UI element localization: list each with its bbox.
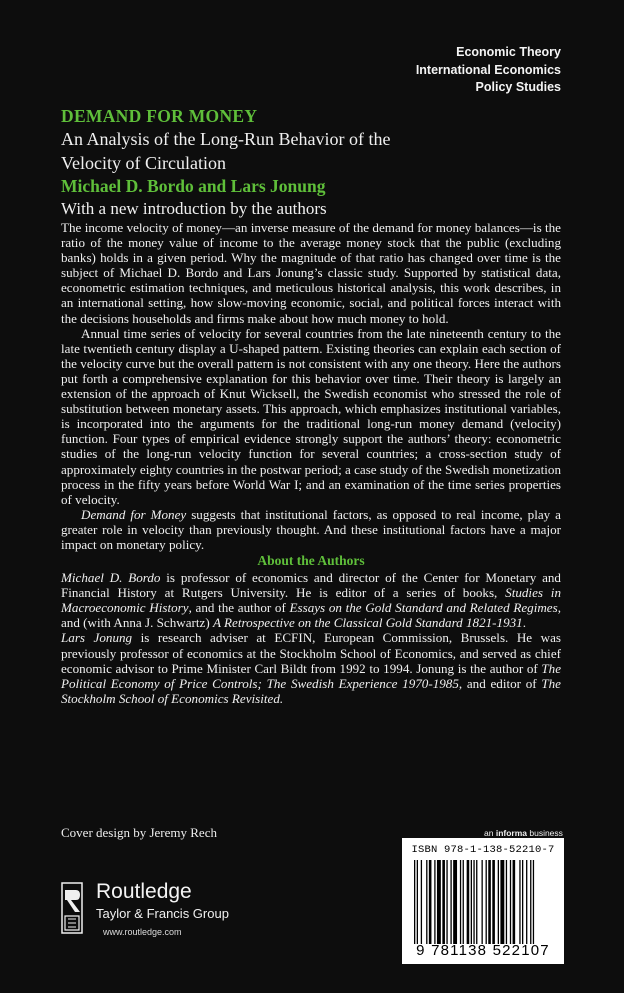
description-paragraph-2: Annual time series of velocity for several countries from the late nineteenth century to the late twentieth century display a U-shaped pattern. Existing theories can explain each section of the velocity curve but the overall pattern is not consistent with any one theory. Here the authors put forth a comprehensive explanation for this behavior over time. Their theory is largely an extension of the approach of Knut Wicksell, the Swedish economist who stressed the role of substitution between monetary assets. This approach, which emphasizes institutional variables, is incorporated into the arguments for the traditional long-run money demand (velocity) function. Four types of empirical evidence strongly support the authors’ theory: econometric studies of the long-run velocity function for several countries; a cross-section study of approximately eighty countries in the postwar period; a case study of the Swedish monetization process in the fifty years before World War I; and an examination of the time series properties of velocity. [61, 325, 561, 507]
barcode-bar [482, 860, 483, 944]
description-paragraph-3 [61, 507, 561, 552]
subject-categories [416, 44, 561, 97]
barcode-bar [519, 860, 520, 944]
barcode-bar [488, 860, 491, 944]
barcode-bars [414, 860, 560, 944]
informa-name: informa [495, 828, 527, 838]
isbn-digits: 9 781138 522107 [416, 942, 550, 959]
bio-jonung-book-1: The Political Economy of Price Controls; The Swedish Experience 1970-1985 [61, 660, 561, 691]
description-paragraph-3-text: suggests that institutional factors, as opposed to real income, play a greater role in velocity than previously thought. And these institutional factors have a major impact on monetary policy. [61, 506, 561, 552]
bio-jonung-book-2: The Stockholm School of Economics Revisited. [61, 675, 561, 706]
routledge-logo-icon [61, 882, 83, 934]
barcode-bar [442, 860, 445, 944]
barcode-bar [522, 860, 523, 944]
back-cover-text [61, 105, 561, 706]
barcode-bar [513, 860, 516, 944]
barcode-bar [437, 860, 441, 944]
barcode-bar [434, 860, 435, 944]
barcode-bar [473, 860, 474, 944]
subject-policy-studies: Policy Studies [475, 80, 561, 94]
book-authors: Michael D. Bordo and Lars Jonung [61, 176, 326, 196]
bio-bordo-book-2: A Retrospective on the Classical Gold Standard 1821-1931 [213, 615, 523, 631]
barcode-bar [421, 860, 422, 944]
barcode-bar [417, 860, 418, 944]
book-subtitle-line1: An Analysis of the Long-Run Behavior of the [61, 129, 391, 149]
description [61, 220, 561, 706]
bio-jonung-name: Lars Jonung [61, 630, 133, 646]
barcode-bar [426, 860, 427, 944]
barcode-bar [453, 860, 457, 944]
bio-bordo [61, 570, 561, 630]
book-title: DEMAND FOR MONEY [61, 106, 258, 126]
subject-international-economics: International Economics [415, 62, 561, 77]
publisher-logo-block [61, 880, 261, 940]
barcode-bar [460, 860, 461, 944]
book-subtitle-line2: Velocity of Circulation [61, 153, 226, 173]
isbn-label: ISBN 978-1-138-52210-7 [411, 844, 555, 856]
bio-jonung-text-1: is research adviser at ECFIN, European Commission, Brussels. He was previously professor of economics at the Stockholm School of Economics, and served as chief economic advisor to Prime Minister Carl Bildt from 1992 to 1994. Jonung is the author of [61, 630, 561, 676]
barcode-bar [467, 860, 470, 944]
informa-prefix: an [484, 828, 496, 838]
bio-jonung-text-2: , and editor of [458, 675, 542, 691]
barcode-bar [510, 860, 511, 944]
isbn-barcode [402, 838, 564, 964]
bio-bordo-text-2: , and the author of [188, 600, 290, 616]
barcode-bar [446, 860, 447, 944]
bio-bordo-text-4: . [522, 615, 527, 631]
bio-bordo-text-1: is professor of economics and director of the Center for Monetary and Financial History at Rutgers University. He is editor of a series of books, [61, 570, 561, 601]
subject-economic-theory: Economic Theory [456, 45, 561, 59]
barcode-bar [486, 860, 487, 944]
barcode-bar [463, 860, 464, 944]
barcode-bar [476, 860, 477, 944]
barcode-bar [530, 860, 531, 944]
barcode-bar [429, 860, 432, 944]
barcode-bar [506, 860, 507, 944]
publisher-name: Routledge [96, 880, 192, 903]
barcode-bar [500, 860, 504, 944]
book-title-italic: Demand for Money [81, 506, 187, 522]
barcode-bar [498, 860, 499, 944]
publisher-group: Taylor & Francis Group [96, 906, 229, 921]
bio-bordo-series: Studies in Macroeconomic History [61, 585, 561, 616]
description-paragraph-1: The income velocity of money—an inverse measure of the demand for money balances—is the ratio of the money value of income to the average money stock that the public (excluding banks) holds in a given period. Why the magnitude of that ratio has changed over time is the subject of Michael D. Bordo and Lars Jonung’s classic study. Supported by statistical data, econometric estimation techniques, and meticulous historical analysis, this work describes, in an international setting, how slow-moving economic, social, and political forces interact with the decisions households and firms make about how much money to hold. [61, 220, 561, 326]
barcode-bar [414, 860, 415, 944]
informa-business-tag [484, 828, 563, 838]
cover-design-credit: Cover design by Jeremy Rech [61, 825, 217, 840]
barcode-bar [492, 860, 495, 944]
barcode-bar [533, 860, 534, 944]
bio-jonung [61, 630, 561, 705]
barcode-bar [526, 860, 527, 944]
new-introduction-note: With a new introduction by the authors [61, 199, 327, 218]
informa-suffix: business [527, 828, 563, 838]
about-authors-heading: About the Authors [257, 553, 365, 569]
bio-bordo-book-1: Essays on the Gold Standard and Related Regimes [289, 600, 558, 616]
bio-bordo-text-3: , and (with Anna J. Schwartz) [61, 600, 561, 631]
barcode-bar [471, 860, 472, 944]
publisher-url: www.routledge.com [103, 927, 182, 937]
barcode-bar [450, 860, 451, 944]
bio-bordo-name: Michael D. Bordo [61, 570, 161, 586]
